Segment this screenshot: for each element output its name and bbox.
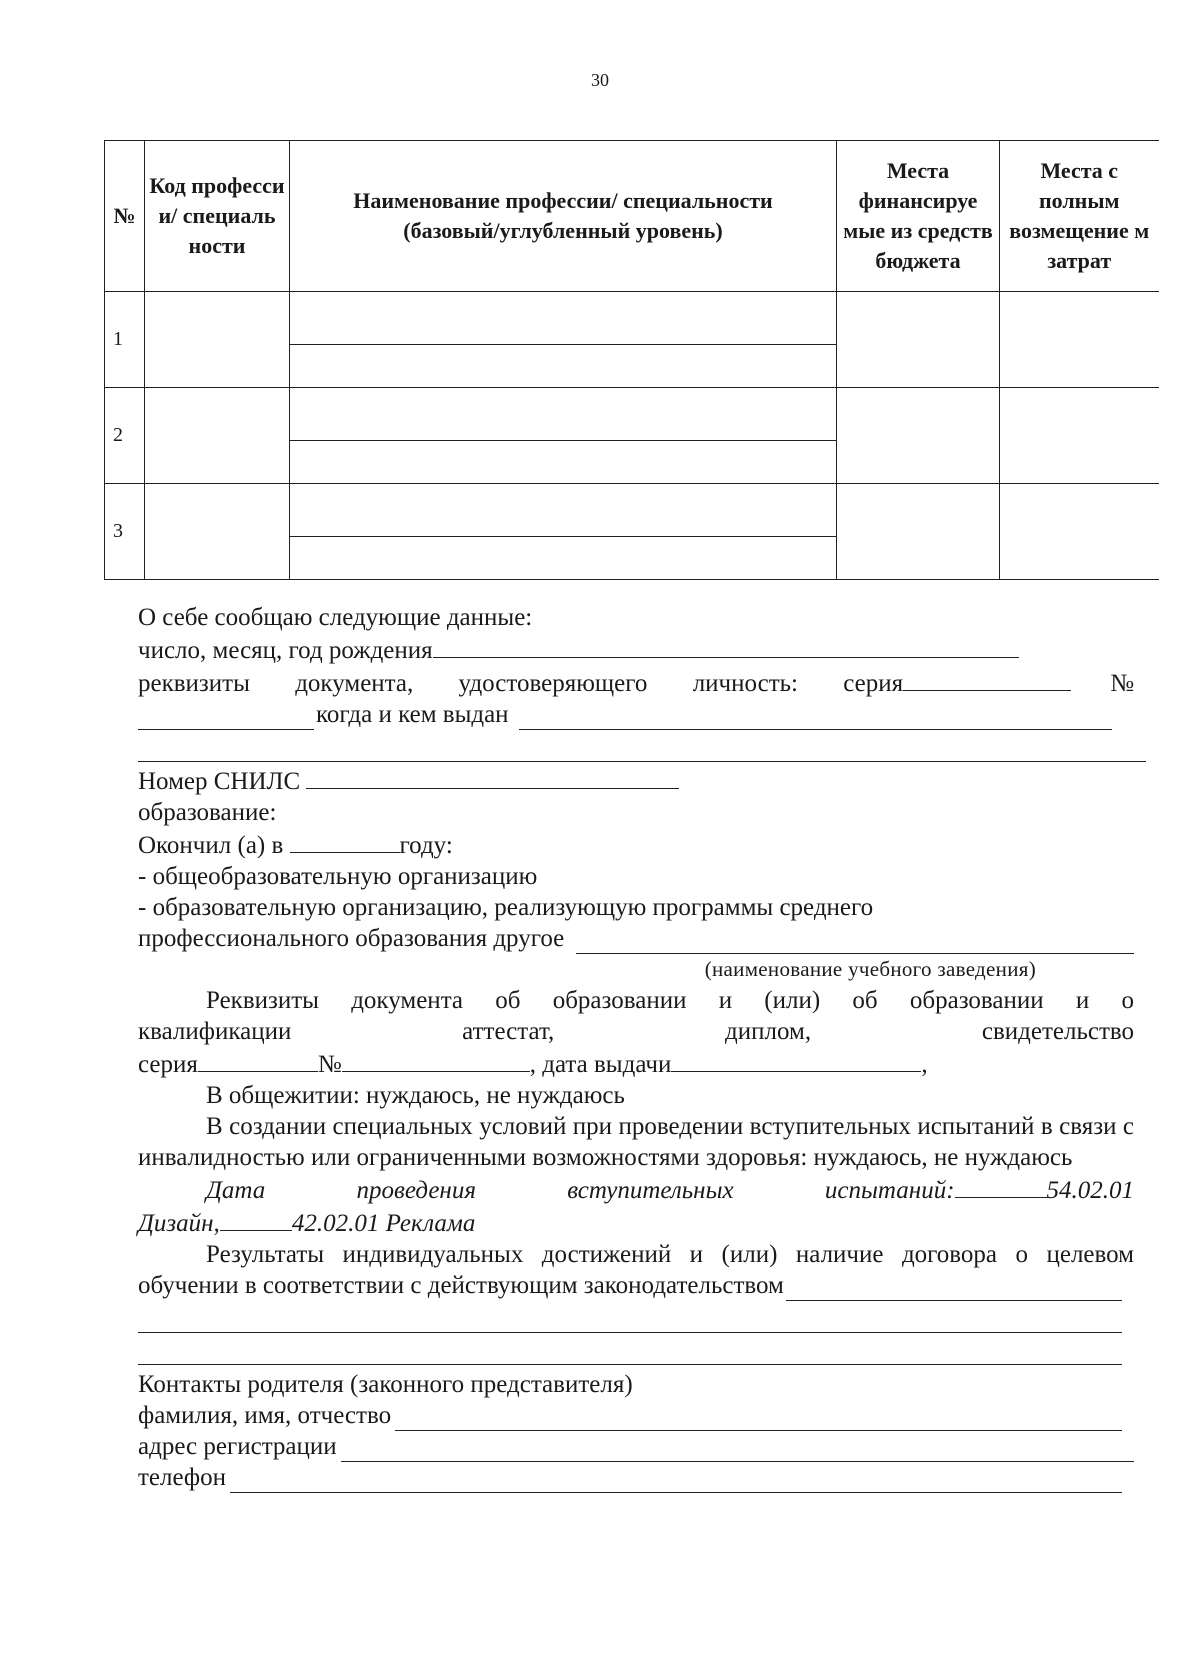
intro-text: О себе сообщаю следующие данные: [138,604,533,631]
parent-address-field[interactable] [341,1437,1134,1462]
number-label: № [317,1051,342,1078]
issue-date-label: , дата выдачи [529,1051,672,1078]
design-name: Дизайн, [138,1210,220,1237]
general-org-option: - общеобразовательную организацию [138,863,538,890]
header-number: № [105,141,145,292]
code-cell[interactable] [145,388,290,484]
parent-phone-field[interactable] [230,1468,1122,1493]
other-org-field[interactable] [576,929,1134,954]
name-cell[interactable] [290,388,837,484]
edu-doc-word: аттестат, [462,1018,555,1045]
ads-exam-date-field[interactable] [220,1206,292,1231]
parent-name-label: фамилия, имя, отчество [138,1402,392,1429]
budget-cell[interactable] [837,388,1000,484]
snils-line [138,764,1134,797]
design-exam-date-field[interactable] [955,1173,1047,1198]
name-cell[interactable] [290,484,837,580]
table-row [105,484,1159,580]
budget-cell[interactable] [837,484,1000,580]
id-word: удостоверяющего [458,670,648,697]
other-org-label: профессионального образования другое [138,925,565,952]
header-name-line1: Наименование профессии/ специальности [353,188,773,213]
row-number: 1 [105,292,145,388]
achievements-line1: Результаты индивидуальных достижений и (или) наличие договора о целевом [206,1241,1134,1268]
paid-cell[interactable] [1000,484,1159,580]
row-number: 3 [105,484,145,580]
graduated-line [138,828,1134,861]
paid-cell[interactable] [1000,292,1159,388]
birth-date-label: число, месяц, год рождения [138,637,433,664]
issued-field[interactable] [519,705,1112,730]
header-budget-places: Места финансируе мые из средств бюджета [837,141,1000,292]
achievements-field[interactable] [786,1276,1122,1301]
education-label: образование: [138,799,277,826]
dormitory-line: В общежитии: нуждаюсь, не нуждаюсь [206,1082,625,1109]
edu-doc-word: квалификации [138,1018,292,1045]
series-label: серия № [843,670,1134,697]
exam-date-line [138,1173,1134,1206]
achievements-label: обучении в соответствии с действующим законодательством [138,1272,784,1299]
achievements-continuation-field-2[interactable] [138,1333,1122,1365]
graduated-suffix: году: [399,832,453,859]
id-word: реквизиты [138,670,250,697]
header-name-line2: (базовый/углубленный уровень) [403,218,723,243]
snils-label: Номер СНИЛС [138,768,301,795]
special-conditions-text: В создании специальных условий при проведении вступительных испытаний в связи с инвалидностью или ограниченными возможностями здоровья: нуждаюсь, не нуждаюсь [138,1113,1134,1171]
institution-caption: (наименование учебного заведения) [704,957,1036,981]
parent-name-field[interactable] [395,1406,1122,1431]
trailing-comma: , [921,1051,928,1078]
table-row [105,388,1159,484]
parent-phone-label: телефон [138,1464,226,1491]
table-header-row [105,141,1159,292]
exam-word: вступительных [567,1177,734,1204]
code-cell[interactable] [145,292,290,388]
achievements-line2 [138,1270,1134,1301]
birth-date-field[interactable] [433,633,1019,658]
code-cell[interactable] [145,484,290,580]
edu-doc-word: диплом, [725,1018,812,1045]
parent-name-line [138,1400,1134,1431]
parent-contacts-heading: Контакты родителя (законного представителя) [138,1371,633,1398]
edu-issue-date-field[interactable] [671,1047,921,1072]
ads-specialty: 42.02.01 Реклама [291,1210,476,1237]
number-sign: № [1071,670,1135,697]
exam-word: проведения [356,1177,476,1204]
snils-field[interactable] [306,764,679,789]
page-number: 30 [591,70,609,90]
id-word: документа, [295,670,414,697]
exam-word-with-field: испытаний: 54.02.01 [825,1177,1134,1204]
secondary-org-option: - образовательную организацию, реализующую программы среднего [138,894,874,921]
id-number-field[interactable] [138,705,314,730]
edu-doc-word: свидетельство [981,1018,1135,1045]
other-org-line [138,923,1134,954]
applicant-form [138,602,1134,1493]
id-issued-line [138,699,1134,730]
series-label: серия [138,1051,198,1078]
exam-word: Дата [206,1177,266,1204]
edu-doc-line1: Реквизиты документа об образовании и (или) об образовании и о [206,987,1134,1014]
parent-address-line [138,1431,1134,1462]
birth-date-line [138,633,1134,666]
achievements-continuation-field-1[interactable] [138,1301,1122,1333]
parent-phone-line [138,1462,1134,1493]
table-row [105,292,1159,388]
id-document-line [138,666,1134,699]
header-name [290,141,837,292]
specialties-table [104,140,1159,580]
edu-series-field[interactable] [198,1047,318,1072]
graduation-year-field[interactable] [290,828,400,853]
row-number: 2 [105,388,145,484]
issued-label: когда и кем выдан [316,701,509,728]
exam-specialties-line [138,1206,1134,1239]
paid-cell[interactable] [1000,388,1159,484]
header-paid-places: Места с полным возмещение м затрат [1000,141,1159,292]
name-cell[interactable] [290,292,837,388]
design-code: 54.02.01 [1046,1177,1135,1204]
issued-continuation-field[interactable] [138,730,1146,762]
budget-cell[interactable] [837,292,1000,388]
parent-address-label: адрес регистрации [138,1433,337,1460]
header-code: Код професси и/ специаль ности [145,141,290,292]
edu-doc-line2 [138,1016,1134,1047]
edu-number-field[interactable] [342,1047,530,1072]
id-series-field[interactable] [903,666,1071,691]
id-word: личность: [692,670,798,697]
edu-doc-fields-line [138,1047,1134,1080]
graduated-label: Окончил (а) в [138,832,284,859]
